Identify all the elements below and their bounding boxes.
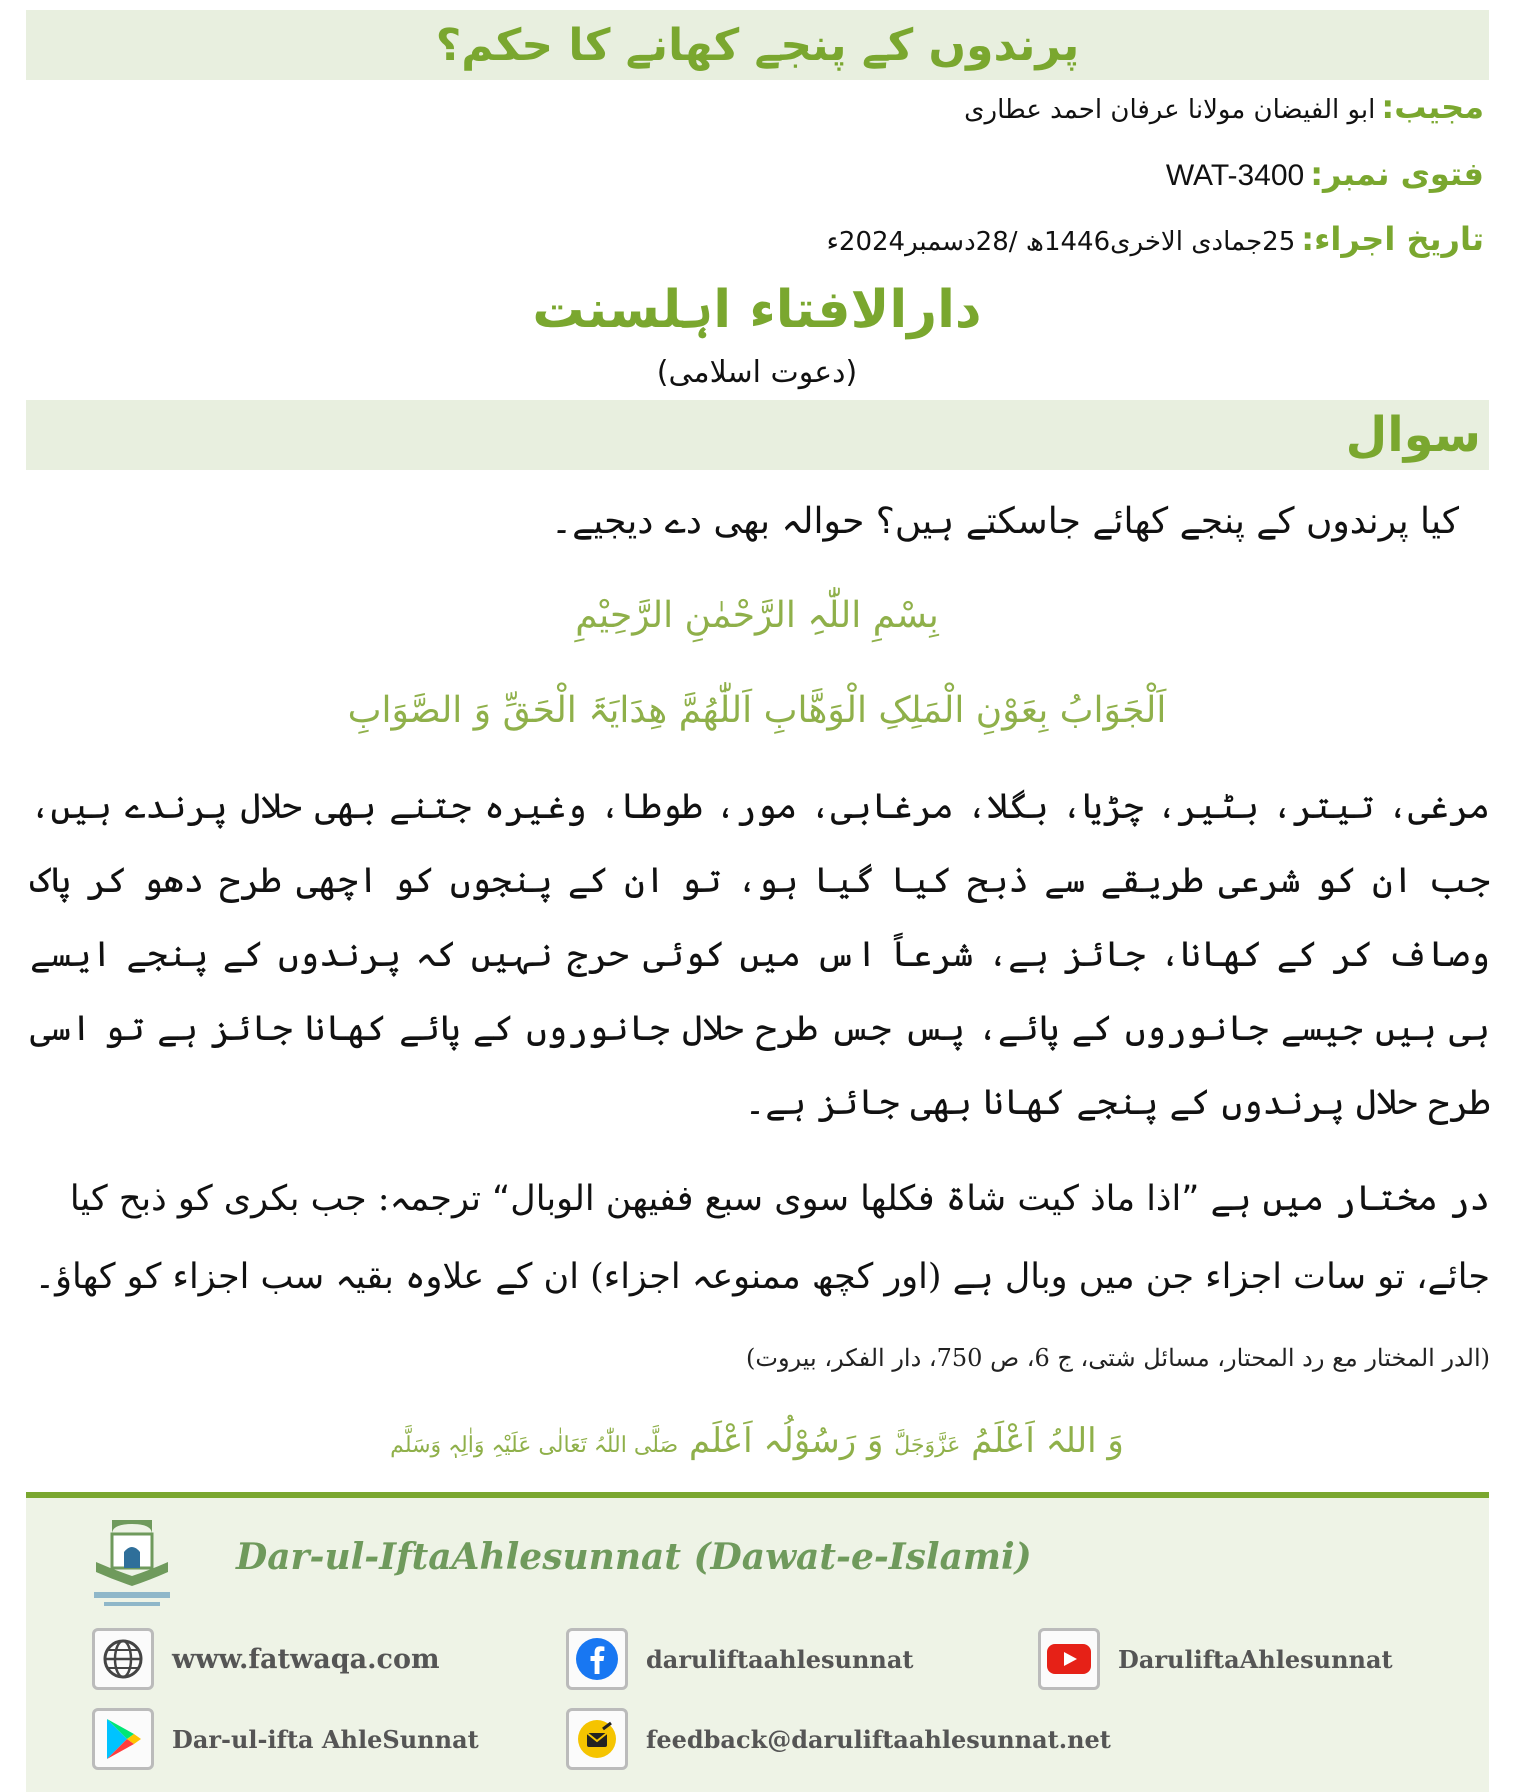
issue-date-label: تاریخ اجراء: <box>1301 220 1484 258</box>
issue-date-row <box>827 220 1484 258</box>
globe-icon <box>92 1628 154 1690</box>
closing-main-2: وَ رَسُوْلُہ اَعْلَم <box>688 1421 884 1461</box>
play-store-icon <box>92 1708 154 1770</box>
closing-small-2: صَلَّی اللّٰہُ تَعَالٰی عَلَیْہِ وَاٰلِہٖ وَسَلَّم <box>390 1433 679 1458</box>
closing-phrase <box>0 1420 1514 1461</box>
page-title: پرندوں کے پنجے کھانے کا حکم؟ <box>435 19 1080 71</box>
question-heading-band <box>26 400 1489 470</box>
issue-date-value: 25جمادی الاخری1446ھ /28دسمبر2024ء <box>826 227 1296 257</box>
facebook-icon <box>566 1628 628 1690</box>
mujeeb-value: ابو الفیضان مولانا عرفان احمد عطاری <box>964 95 1376 125</box>
closing-main: وَ اللہُ اَعْلَمُ <box>971 1421 1124 1461</box>
organization-name: دارالافتاء اہلسنت <box>532 280 982 340</box>
quote-intro: در مختار میں ہے <box>1210 1179 1490 1219</box>
quote-block <box>30 1160 1490 1397</box>
organization-subtitle: (دعوت اسلامی) <box>656 355 858 390</box>
answer-paragraph: مرغی، تیتر، بٹیر، چڑیا، بگلا، مرغابی، مور، طوطا، وغیرہ جتنے بھی حلال پرندے ہیں، جب ان کو شرعی طریقے سے ذبح کیا گیا ہو، تو ان کے پنجوں کو اچھی طرح دھو کر پاک وصاف کر کے کھانا، جائز ہے، شرعاً اس میں کوئی حرج نہیں کہ پرندوں کے پنجے ایسے ہی ہیں جیسے جانوروں کے پائے، پس جس طرح حلال جانوروں کے پائے کھانا جائز ہے تو اسی طرح حلال پرندوں کے پنجے کھانا بھی جائز ہے۔ <box>30 787 1490 1123</box>
youtube-link[interactable] <box>1038 1628 1393 1690</box>
youtube-text: DaruliftaAhlesunnat <box>1118 1644 1393 1674</box>
facebook-link[interactable] <box>566 1628 914 1690</box>
email-link[interactable] <box>566 1708 1111 1770</box>
footer-brand: Dar-ul-IftaAhlesunnat (Dawat-e-Islami) <box>236 1536 1032 1578</box>
answer-opening: اَلْجَوَابُ بِعَوْنِ الْمَلِکِ الْوَھَّابِ اَللّٰھُمَّ ھِدَایَۃَ الْحَقِّ وَ الصَّوَابِ <box>347 690 1167 731</box>
question-text: کیا پرندوں کے پنجے کھائے جاسکتے ہیں؟ حوالہ بھی دے دیجیے۔ <box>551 501 1459 542</box>
closing-small-1: عَزَّوَجَلَّ <box>894 1433 961 1458</box>
fatwa-number-row <box>1166 155 1484 193</box>
quote-arabic: ”اذا ماذ کیت شاۃ فکلھا سوی سبع ففیھن الوبال“ <box>492 1179 1200 1219</box>
website-link[interactable] <box>92 1628 440 1690</box>
bismillah: بِسْمِ اللّٰہِ الرَّحْمٰنِ الرَّحِیْمِ <box>575 595 939 636</box>
fatwa-number-label: فتوی نمبر: <box>1310 155 1484 193</box>
email-text: feedback@daruliftaahlesunnat.net <box>646 1724 1111 1754</box>
play-store-link[interactable] <box>92 1708 479 1770</box>
dar-ul-ifta-logo-icon <box>82 1512 182 1612</box>
mujeeb-row <box>964 88 1484 126</box>
youtube-icon <box>1038 1628 1100 1690</box>
title-band <box>26 10 1489 80</box>
facebook-text: daruliftaahlesunnat <box>646 1644 914 1674</box>
mujeeb-label: مجیب: <box>1381 88 1484 126</box>
question-heading: سوال <box>1345 407 1481 463</box>
quote-translation: ترجمہ: جب بکری کو ذبح کیا جائے، تو سات اجزاء جن میں وبال ہے (اور کچھ ممنوعہ اجزاء) ان کے علاوہ بقیہ سب اجزاء کو کھاؤ۔ <box>34 1179 1490 1297</box>
feedback-icon <box>566 1708 628 1770</box>
fatwa-number-value: WAT-3400 <box>1165 159 1305 192</box>
play-store-text: Dar-ul-ifta AhleSunnat <box>172 1724 479 1754</box>
quote-reference: (الدر المختار مع رد المحتار، مسائل شتی، ج 6، ص 750، دار الفکر، بیروت) <box>745 1344 1490 1372</box>
footer <box>26 1492 1489 1792</box>
website-text: www.fatwaqa.com <box>172 1643 440 1675</box>
